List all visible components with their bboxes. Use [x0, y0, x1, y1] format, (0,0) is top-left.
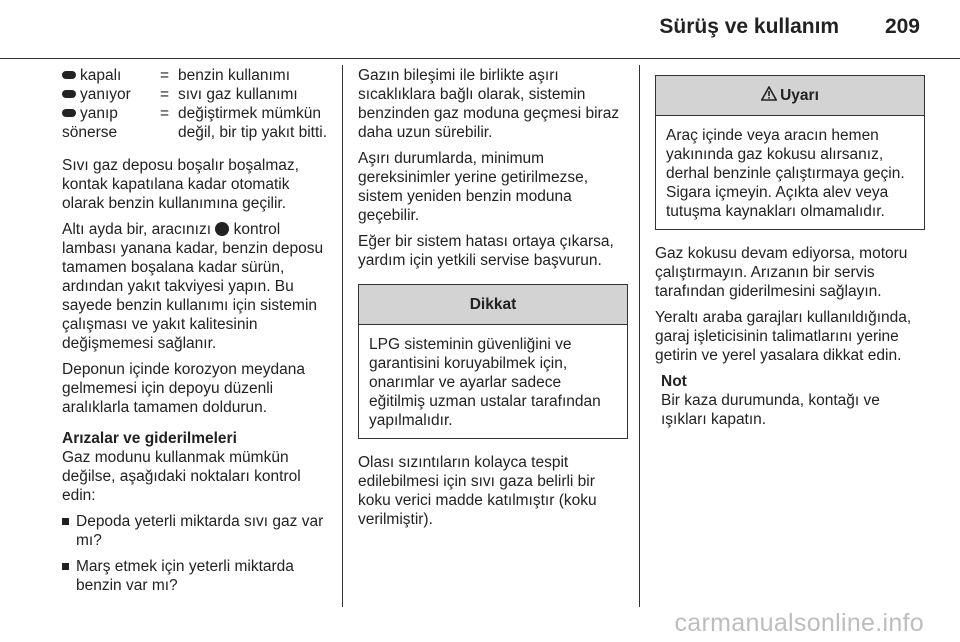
- warning-box: [655, 75, 925, 230]
- lpg-indicator-icon: [62, 90, 76, 98]
- lpg-indicator-icon: [62, 109, 76, 117]
- column-3: [655, 66, 925, 429]
- paragraph: Aşırı durumlarda, minimum gereksinimler yerine getirilmezse, sistem yeniden benzin moduna geçebilir.: [358, 150, 588, 224]
- list-item: [62, 557, 330, 595]
- legend-status: yanıyor: [80, 86, 131, 103]
- paragraph-text: Altı ayda bir, aracınızı: [62, 221, 212, 238]
- legend-row: [62, 66, 330, 85]
- paragraph: Gaz modunu kullanmak mümkün değilse, aşağıdaki noktaları kontrol edin:: [62, 449, 301, 504]
- page-number: 209: [884, 15, 920, 38]
- column-2: [358, 66, 628, 536]
- header-rule: [0, 58, 960, 59]
- warning-triangle-icon: [761, 86, 777, 101]
- warning-text: Araç içinde veya aracın hemen yakınında gaz kokusu alırsanız, derhal benzinle çalıştırmaya geçin. Sigara içmeyin. Açıkta alev veya tutuşma kaynakları olmamalıdır.: [666, 127, 905, 220]
- list-item: [62, 512, 330, 550]
- legend-eq: =: [160, 105, 170, 122]
- column-1: [62, 66, 330, 602]
- legend-meaning: sıvı gaz kullanımı: [178, 86, 298, 103]
- column-divider-1: [342, 65, 343, 607]
- paragraph: Eğer bir sistem hatası ortaya çıkarsa, yardım için yetkili servise başvurun.: [358, 233, 614, 269]
- paragraph: Sıvı gaz deposu boşalır boşalmaz, kontak kapatılana kadar otomatik olarak benzin kullanımına geçilir.: [62, 157, 299, 212]
- lpg-indicator-icon: [215, 222, 229, 236]
- bullet-icon: [62, 518, 69, 525]
- paragraph: Olası sızıntıların kolayca tespit edilebilmesi için sıvı gaza belirli bir koku verici madde katılmıştır (koku verilmiştir).: [358, 454, 597, 528]
- warning-header: [656, 76, 924, 116]
- paragraph: Yeraltı araba garajları kullanıldığında, garaj işleticisinin talimatlarını yerine getirin ve yerel yasalara dikkat edin.: [655, 309, 912, 364]
- legend-status: kapalı: [80, 67, 122, 84]
- note-title: Not: [661, 373, 687, 390]
- warning-title: Uyarı: [780, 87, 819, 104]
- paragraph: Gaz kokusu devam ediyorsa, motoru çalıştırmayın. Arızanın bir servis tarafından giderilmesini sağlayın.: [655, 245, 908, 300]
- section-heading: Arızalar ve giderilmeleri: [62, 430, 237, 447]
- caution-text: LPG sisteminin güvenliğini ve garantisini koruyabilmek için, onarımlar ve ayarlar sadece eğitilmiş uzman ustalar tarafından yapılmalıdır.: [369, 336, 601, 429]
- note-text: Bir kaza durumunda, kontağı ve ışıkları kapatın.: [661, 392, 880, 428]
- legend-row: [62, 104, 330, 142]
- paragraph: [62, 220, 330, 353]
- page-header: [659, 14, 920, 40]
- column-divider-2: [639, 65, 640, 607]
- paragraph-text: kontrol lambası yanana kadar, benzin deposu tamamen boşalana kadar sürün, ardından yakıt takviyesi yapın. Bu sayede benzin kullanımı için sistemin çalışması ve yakıt kalitesinin değişmemesi sağlanır.: [62, 221, 324, 352]
- legend-meaning: benzin kullanımı: [178, 67, 291, 84]
- paragraph: Gazın bileşimi ile birlikte aşırı sıcaklıklara bağlı olarak, sistemin benzinden gaz moduna geçmesi biraz daha uzun sürebilir.: [358, 67, 620, 141]
- paragraph: Deponun içinde korozyon meydana gelmemesi için depoyu düzenli aralıklarla tamamen doldurun.: [62, 361, 305, 416]
- bullet-icon: [62, 563, 69, 570]
- legend-eq: =: [160, 67, 170, 84]
- indicator-legend: [62, 66, 330, 142]
- legend-meaning: değiştirmek mümkün değil, bir tip yakıt bitti.: [178, 105, 328, 141]
- list-item-text: Marş etmek için yeterli miktarda benzin var mı?: [76, 558, 294, 594]
- caution-title: Dikkat: [359, 285, 627, 325]
- legend-row: [62, 85, 330, 104]
- page-title: Sürüş ve kullanım: [659, 15, 840, 38]
- watermark: carmanualsonline.info: [674, 609, 924, 637]
- lpg-indicator-icon: [62, 71, 76, 79]
- legend-eq: =: [160, 86, 170, 103]
- legend-status: yanıp sönerse: [62, 105, 118, 141]
- list-item-text: Depoda yeterli miktarda sıvı gaz var mı?: [76, 513, 324, 549]
- caution-box: [358, 284, 628, 439]
